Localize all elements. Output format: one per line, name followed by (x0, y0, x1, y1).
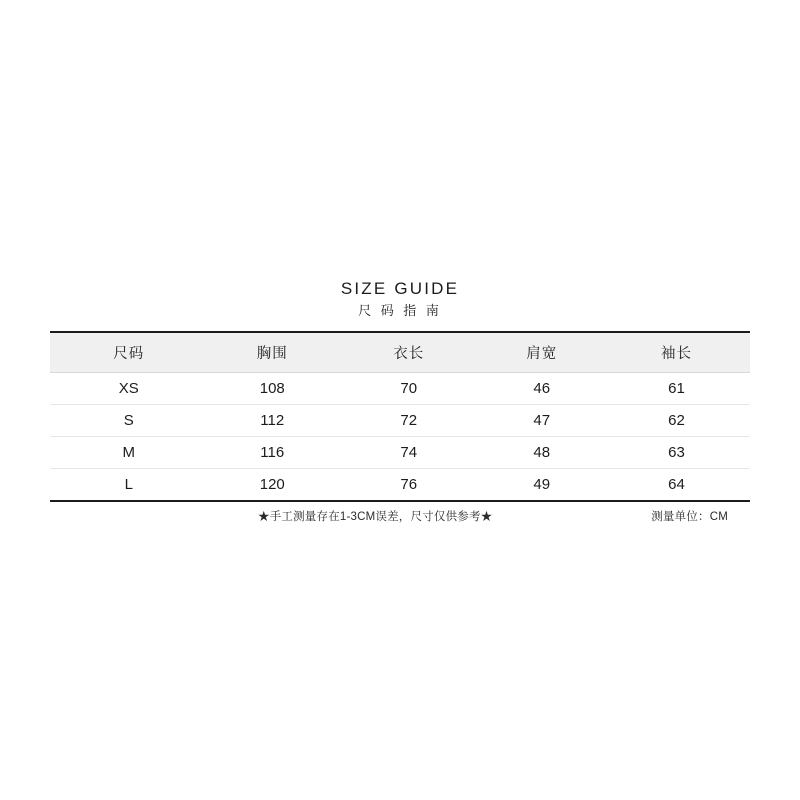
title-block (50, 278, 750, 321)
cell-size: M (50, 437, 208, 469)
cell-shoulder: 47 (481, 405, 604, 437)
table-row (50, 405, 750, 437)
cell-shoulder: 46 (481, 373, 604, 405)
table-header-row (50, 332, 750, 373)
table-row (50, 373, 750, 405)
cell-bust: 112 (208, 405, 338, 437)
cell-sleeve: 62 (603, 405, 750, 437)
cell-size: XS (50, 373, 208, 405)
cell-shoulder: 49 (481, 469, 604, 502)
cell-length: 74 (337, 437, 481, 469)
cell-size: L (50, 469, 208, 502)
cell-sleeve: 61 (603, 373, 750, 405)
cell-shoulder: 48 (481, 437, 604, 469)
table-row (50, 437, 750, 469)
cell-length: 70 (337, 373, 481, 405)
measurement-tolerance-note: ★手工测量存在1-3CM误差，尺寸仅供参考★ (258, 511, 493, 523)
cell-bust: 116 (208, 437, 338, 469)
measurement-unit-note: 测量单位：CM (651, 511, 728, 523)
cell-bust: 108 (208, 373, 338, 405)
size-chart-table (50, 331, 750, 502)
column-header-bust: 胸围 (208, 332, 338, 373)
cell-length: 76 (337, 469, 481, 502)
column-header-length: 衣长 (337, 332, 481, 373)
cell-size: S (50, 405, 208, 437)
table-row (50, 469, 750, 502)
page-title: SIZE GUIDE (340, 279, 460, 298)
table-header (50, 332, 750, 373)
column-header-sleeve: 袖长 (603, 332, 750, 373)
footnotes (50, 508, 750, 532)
table-body (50, 373, 750, 502)
cell-sleeve: 64 (603, 469, 750, 502)
cell-bust: 120 (208, 469, 338, 502)
page-subtitle: 尺 码 指 南 (358, 303, 442, 318)
column-header-size: 尺码 (50, 332, 208, 373)
column-header-shoulder: 肩宽 (481, 332, 604, 373)
size-guide-card (50, 278, 750, 532)
cell-length: 72 (337, 405, 481, 437)
cell-sleeve: 63 (603, 437, 750, 469)
